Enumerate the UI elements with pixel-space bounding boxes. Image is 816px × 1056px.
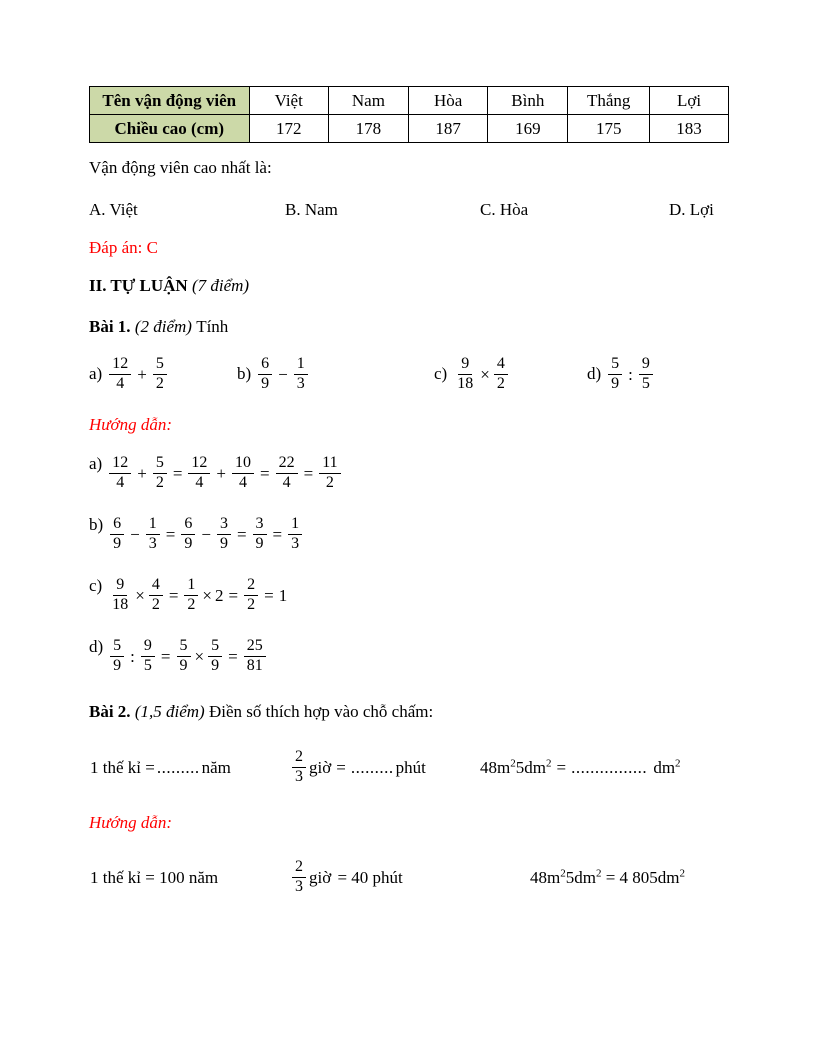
operator: = — [160, 646, 171, 666]
fraction — [208, 637, 222, 676]
fraction-numerator: 3 — [253, 515, 267, 535]
fraction — [153, 355, 167, 394]
fraction — [292, 748, 306, 787]
fraction — [188, 454, 210, 493]
fraction — [109, 355, 131, 394]
fraction-numerator: 10 — [232, 454, 254, 474]
bai1-problem-a — [89, 352, 169, 396]
table-cell-height-1: 172 — [249, 115, 328, 143]
bai1-problem-d — [587, 352, 655, 396]
operator: = — [172, 464, 183, 484]
problem-label-b: b) — [237, 364, 252, 384]
problem-label-c: c) — [434, 364, 448, 384]
fraction-denominator: 9 — [211, 656, 220, 674]
fraction — [288, 515, 302, 554]
fraction — [258, 355, 272, 394]
answer-rest-2: = 40 phút — [337, 867, 403, 887]
fraction-numerator: 5 — [110, 637, 124, 657]
fraction-denominator: 9 — [184, 535, 193, 553]
bai1-instruction: Tính — [196, 317, 229, 337]
table-cell-height-6: 183 — [650, 115, 729, 143]
fraction-numerator: 6 — [110, 515, 124, 535]
table-cell-name-1: Việt — [249, 87, 328, 115]
solution-label-c: c) — [89, 575, 103, 595]
fraction-denominator: 5 — [641, 374, 650, 392]
fraction-denominator: 3 — [296, 374, 305, 392]
fraction-numerator: 22 — [276, 454, 298, 474]
fraction-denominator: 9 — [219, 535, 228, 553]
fraction-numerator: 25 — [244, 637, 266, 657]
fraction — [149, 576, 163, 615]
table-cell-height-5: 175 — [568, 115, 650, 143]
fraction-numerator: 2 — [292, 748, 306, 768]
option-c[interactable]: C. Hòa — [480, 200, 529, 220]
fraction-denominator: 9 — [179, 656, 188, 674]
solution-label-d: d) — [89, 636, 104, 656]
superscript-2: 2 — [595, 867, 602, 879]
document-content — [89, 86, 729, 900]
fraction-numerator: 6 — [258, 355, 272, 375]
table-cell-name-5: Thắng — [568, 87, 650, 115]
table-cell-name-4: Bình — [488, 87, 568, 115]
operator: : — [628, 364, 633, 384]
option-b[interactable]: B. Nam — [285, 200, 338, 220]
fraction-numerator: 9 — [141, 637, 155, 657]
fraction-denominator: 3 — [295, 878, 303, 896]
blank-field-1[interactable]: ......... — [156, 757, 200, 777]
blank-unit-dm-suffix: dm — [653, 757, 676, 777]
fraction — [146, 515, 160, 554]
answer-options — [89, 200, 729, 222]
section-points: (7 điểm) — [191, 276, 250, 296]
bai2-answer-1 — [89, 856, 219, 900]
table-row — [90, 115, 729, 143]
operator: + — [137, 364, 147, 384]
operator: = — [556, 757, 567, 777]
fraction — [181, 515, 195, 554]
solution-expression-c — [107, 576, 288, 615]
fraction-denominator: 9 — [261, 374, 270, 392]
operator: − — [201, 525, 211, 545]
fraction-numerator: 5 — [177, 637, 191, 657]
operand: 1 — [278, 585, 288, 605]
bai2-points: (1,5 điểm) — [134, 702, 205, 722]
problem-expression-d — [606, 355, 655, 394]
bai1-problem-row — [89, 352, 729, 396]
answer-key: Đáp án: C — [89, 238, 158, 258]
operator: = — [272, 525, 283, 545]
fraction-numerator: 2 — [292, 858, 306, 878]
bai1-title: Bài 1. — [89, 317, 131, 337]
operator: − — [130, 525, 140, 545]
fraction-numerator: 1 — [184, 576, 198, 596]
fraction — [232, 454, 254, 493]
fraction — [276, 454, 298, 493]
blank-prefix-3 — [479, 758, 552, 778]
fraction-numerator: 9 — [458, 355, 472, 375]
blank-unit-dm: 5dm — [515, 757, 546, 777]
fraction-numerator: 12 — [109, 355, 131, 375]
fraction-denominator: 18 — [457, 374, 474, 392]
fraction-numerator: 2 — [244, 576, 258, 596]
blank-suffix-3 — [648, 758, 681, 778]
fraction — [253, 515, 267, 554]
fraction-denominator: 18 — [112, 595, 129, 613]
answer-text-1: 1 thế kỉ = 100 năm — [90, 867, 219, 887]
operator: × — [135, 585, 145, 605]
fraction — [454, 355, 476, 394]
fraction — [153, 454, 167, 493]
operator: × — [480, 364, 490, 384]
fraction-denominator: 4 — [239, 474, 247, 492]
fraction-denominator: 4 — [116, 474, 125, 492]
operator: = — [264, 585, 274, 605]
fraction — [184, 576, 198, 615]
problem-label-d: d) — [587, 364, 602, 384]
superscript-2: 2 — [679, 867, 686, 879]
operator: − — [278, 364, 288, 384]
fraction — [109, 454, 131, 493]
bai1-problem-b — [237, 352, 310, 396]
operator: = — [168, 585, 179, 605]
fraction-numerator: 1 — [288, 515, 302, 535]
answer-unit-dm: 5dm — [565, 867, 596, 887]
operator: = — [336, 757, 346, 777]
fraction-numerator: 5 — [608, 355, 622, 375]
table-row — [90, 87, 729, 115]
fraction — [141, 637, 155, 676]
bai1-solution-b — [89, 515, 729, 554]
section-heading — [89, 275, 729, 297]
fraction — [494, 355, 508, 394]
athlete-height-table — [89, 86, 729, 143]
fraction-numerator: 5 — [208, 637, 222, 657]
bai1-solution-a — [89, 454, 729, 493]
blank-prefix-1: 1 thế kỉ = — [90, 757, 155, 777]
fraction — [639, 355, 653, 394]
table-cell-name-6: Lợi — [650, 87, 729, 115]
solution-label-a: a) — [89, 454, 103, 474]
blank-suffix-2: phút — [395, 757, 426, 777]
operator: = — [165, 525, 176, 545]
problem-expression-a — [107, 355, 169, 394]
fraction — [110, 637, 124, 676]
blank-suffix-1: năm — [201, 757, 231, 777]
table-cell-height-3: 187 — [408, 115, 487, 143]
solution-expression-d — [108, 637, 268, 676]
fraction-numerator: 5 — [153, 454, 167, 474]
operand: 2 — [215, 585, 224, 605]
solution-expression-b — [108, 515, 304, 554]
bai1-solution-c — [89, 576, 729, 615]
section-number: II. TỰ LUẬN — [89, 276, 188, 296]
operator: = — [228, 646, 238, 666]
fraction-numerator: 12 — [109, 454, 131, 474]
solution-expression-a — [107, 454, 342, 493]
bai2-blank-2 — [290, 746, 427, 790]
fraction-denominator: 3 — [295, 768, 303, 786]
fraction-denominator: 9 — [255, 535, 264, 553]
fraction-numerator: 5 — [153, 355, 167, 375]
answer-text-2 — [332, 868, 404, 888]
fraction-numerator: 4 — [149, 576, 163, 596]
bai2-blank-row — [89, 746, 729, 790]
fraction — [319, 454, 340, 493]
question-prompt: Vận động viên cao nhất là: — [89, 158, 272, 177]
operator: : — [130, 646, 135, 666]
answer-text-3 — [529, 868, 686, 888]
solution-label-b: b) — [89, 515, 104, 535]
fraction-denominator: 9 — [113, 656, 122, 674]
bai1-problem-c — [434, 352, 510, 396]
blank-field-3[interactable]: ................ — [571, 757, 648, 777]
table-cell-name-3: Hòa — [408, 87, 487, 115]
table-row-header-name: Tên vận động viên — [90, 87, 250, 115]
fraction-denominator: 2 — [325, 474, 334, 492]
fraction — [217, 515, 231, 554]
fraction-denominator: 4 — [195, 474, 204, 492]
problem-expression-b — [256, 355, 310, 394]
fraction-numerator: 9 — [113, 576, 127, 596]
fraction-denominator: 4 — [282, 474, 291, 492]
fraction-denominator: 4 — [116, 374, 125, 392]
fraction — [110, 515, 124, 554]
fraction-denominator: 9 — [113, 535, 122, 553]
table-cell-height-2: 178 — [328, 115, 408, 143]
fraction — [244, 637, 266, 676]
fraction-numerator: 6 — [181, 515, 195, 535]
fraction-denominator: 2 — [187, 595, 196, 613]
bai2-heading — [89, 701, 729, 723]
problem-expression-c — [452, 355, 510, 394]
fraction-numerator: 11 — [319, 454, 340, 474]
bai1-points: (2 điểm) — [134, 317, 192, 337]
operator: = — [236, 525, 247, 545]
fraction — [294, 355, 308, 394]
superscript-2: 2 — [545, 756, 552, 769]
blank-unit-m: 48m — [480, 757, 511, 777]
blank-unit-2: giờ — [309, 757, 332, 777]
bai2-blank-1 — [89, 746, 232, 790]
table-cell-height-4: 169 — [488, 115, 568, 143]
fraction-numerator: 1 — [294, 355, 308, 375]
bai2-blank-3 — [479, 746, 682, 790]
fraction-denominator: 2 — [155, 374, 164, 392]
bai2-answer-row — [89, 856, 729, 900]
answer-unit-m: 48m — [530, 867, 561, 887]
operator: = — [228, 585, 239, 605]
operator: + — [216, 464, 226, 484]
problem-label-a: a) — [89, 364, 103, 384]
answer-result-3: = 4 805dm — [605, 867, 680, 887]
superscript-2: 2 — [675, 756, 681, 769]
bai1-solution-d — [89, 637, 729, 676]
fraction-denominator: 2 — [247, 595, 256, 613]
bai1-heading — [89, 316, 729, 338]
fraction-denominator: 3 — [148, 535, 157, 553]
fraction-denominator: 3 — [291, 535, 300, 553]
operator: × — [202, 585, 212, 605]
fraction-numerator: 9 — [639, 355, 653, 375]
superscript-2: 2 — [560, 867, 566, 879]
fraction — [608, 355, 622, 394]
table-row-header-height: Chiều cao (cm) — [90, 115, 250, 143]
fraction-denominator: 9 — [611, 374, 620, 392]
option-d[interactable]: D. Lợi — [669, 200, 714, 220]
operator: + — [137, 464, 147, 484]
bai2-title: Bài 2. — [89, 702, 131, 722]
operator: = — [303, 464, 314, 484]
fraction-numerator: 12 — [188, 454, 210, 474]
bai2-answer-3 — [529, 856, 686, 900]
table-cell-name-2: Nam — [328, 87, 408, 115]
fraction-denominator: 81 — [246, 656, 263, 674]
fraction — [177, 637, 191, 676]
fraction — [292, 858, 306, 897]
bai2-guide-heading: Hướng dẫn: — [89, 812, 173, 832]
option-a[interactable]: A. Việt — [89, 200, 138, 220]
fraction-denominator: 5 — [143, 656, 152, 674]
bai2-answer-2 — [290, 856, 404, 900]
operator: = — [260, 464, 270, 484]
fraction — [109, 576, 131, 615]
fraction-denominator: 2 — [151, 595, 160, 613]
bai1-guide-heading: Hướng dẫn: — [89, 415, 173, 435]
fraction-numerator: 1 — [146, 515, 160, 535]
fraction-denominator: 2 — [496, 374, 505, 392]
blank-field-2[interactable]: ......... — [350, 757, 394, 777]
fraction-denominator: 2 — [155, 474, 164, 492]
answer-unit-2: giờ — [309, 867, 332, 887]
superscript-2: 2 — [510, 756, 516, 769]
fraction-numerator: 4 — [494, 355, 508, 375]
fraction — [244, 576, 258, 615]
fraction-numerator: 3 — [217, 515, 231, 535]
operator: × — [194, 646, 205, 666]
bai2-instruction: Điền số thích hợp vào chỗ chấm: — [208, 702, 434, 722]
